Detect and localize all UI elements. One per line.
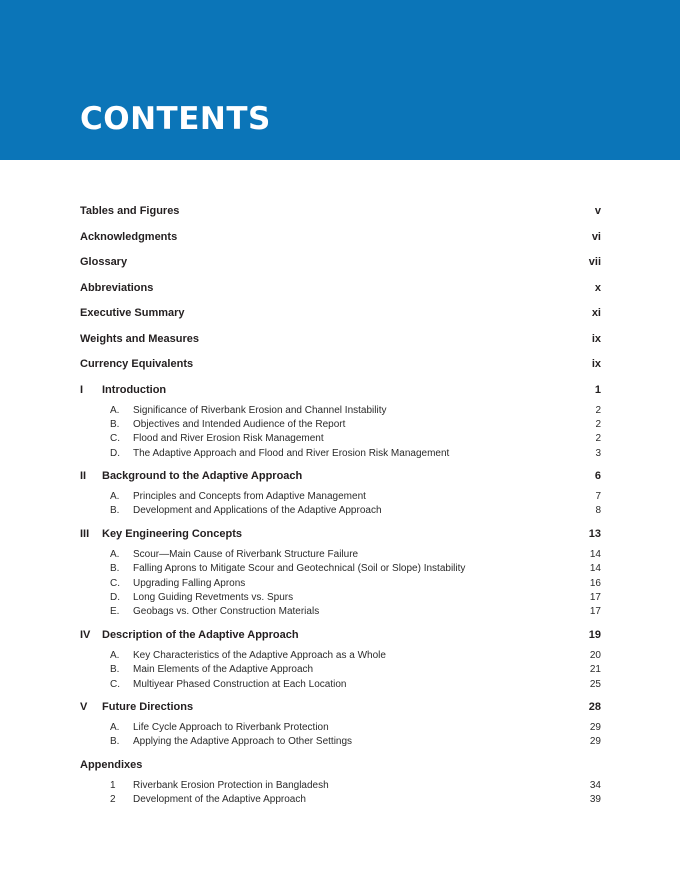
section-page: 2	[595, 433, 601, 445]
section-page: 3	[595, 447, 601, 459]
toc-entry-label: Currency Equivalents	[80, 358, 194, 370]
appendix-title: Development of the Adaptive Approach	[133, 794, 306, 806]
chapter-sections	[80, 650, 601, 693]
section-title: Applying the Adaptive Approach to Other Settings	[133, 736, 353, 748]
section-title: Scour—Main Cause of Riverbank Structure Failure	[133, 548, 359, 560]
section-page: 21	[589, 664, 601, 676]
toc-section[interactable]	[80, 664, 601, 678]
toc-entry-glossary[interactable]	[80, 256, 601, 282]
chapter-title: Key Engineering Concepts	[102, 527, 242, 540]
chapter-number: II	[80, 470, 87, 483]
section-letter: C.	[110, 678, 120, 690]
section-letter: B.	[110, 664, 120, 676]
toc-appendixes[interactable]	[80, 759, 601, 780]
toc-chapter-background[interactable]	[80, 470, 601, 491]
toc-entry-page: vii	[588, 256, 601, 268]
toc-section[interactable]	[80, 491, 601, 505]
section-page: 16	[589, 577, 601, 589]
toc-entry-page: ix	[591, 358, 601, 370]
section-title: The Adaptive Approach and Flood and River Erosion Risk Management	[133, 447, 450, 459]
section-page: 29	[589, 721, 601, 733]
section-letter: A.	[110, 548, 120, 560]
section-page: 14	[589, 548, 601, 560]
chapter-sections	[80, 405, 601, 463]
toc-section[interactable]	[80, 448, 601, 462]
section-title: Development and Applications of the Adaptive Approach	[133, 505, 382, 517]
section-title: Significance of Riverbank Erosion and Channel Instability	[133, 404, 387, 416]
section-page: 29	[589, 736, 601, 748]
section-letter: A.	[110, 649, 120, 661]
section-page: 2	[595, 404, 601, 416]
toc-chapter-future-directions[interactable]	[80, 701, 601, 722]
toc-entry-abbreviations[interactable]	[80, 282, 601, 308]
section-page: 8	[595, 505, 601, 517]
toc-entry-label: Abbreviations	[80, 281, 154, 294]
section-letter: B.	[110, 418, 120, 430]
appendix-number: 1	[110, 779, 116, 791]
section-title: Multiyear Phased Construction at Each Location	[133, 678, 347, 690]
header-band	[0, 0, 680, 160]
toc-section[interactable]	[80, 736, 601, 750]
toc-entry-currency-equivalents[interactable]	[80, 358, 601, 384]
toc-chapter-introduction[interactable]	[80, 384, 601, 405]
section-letter: C.	[110, 577, 120, 589]
toc-section[interactable]	[80, 606, 601, 620]
toc-entry-label: Executive Summary	[80, 307, 185, 319]
toc-entry-page: vi	[591, 230, 601, 243]
section-title: Life Cycle Approach to Riverbank Protection	[133, 721, 329, 733]
section-title: Geobags vs. Other Construction Materials	[133, 606, 320, 618]
section-letter: B.	[110, 736, 120, 748]
appendixes-title: Appendixes	[80, 758, 143, 771]
toc-appendix-item[interactable]	[80, 794, 601, 808]
toc-appendix-item[interactable]	[80, 780, 601, 794]
toc-section[interactable]	[80, 722, 601, 736]
section-letter: A.	[110, 491, 120, 503]
appendix-title: Riverbank Erosion Protection in Bangladesh	[133, 779, 329, 791]
toc-entry-page: ix	[591, 332, 601, 345]
section-letter: C.	[110, 433, 120, 445]
section-letter: E.	[110, 606, 120, 618]
toc-section[interactable]	[80, 433, 601, 447]
section-letter: D.	[110, 592, 120, 604]
toc-entry-executive-summary[interactable]	[80, 307, 601, 333]
toc-entry-page: v	[594, 205, 601, 217]
toc-section[interactable]	[80, 592, 601, 606]
chapter-sections	[80, 491, 601, 520]
toc-entry-label: Weights and Measures	[80, 332, 199, 345]
section-title: Key Characteristics of the Adaptive Approach as a Whole	[133, 649, 386, 661]
chapter-page: 1	[594, 383, 601, 396]
table-of-contents	[80, 205, 601, 817]
section-title: Main Elements of the Adaptive Approach	[133, 664, 314, 676]
chapter-number: III	[80, 527, 90, 540]
chapter-title: Description of the Adaptive Approach	[102, 628, 299, 641]
section-letter: A.	[110, 404, 120, 416]
chapter-page: 6	[594, 470, 601, 483]
toc-entry-page: xi	[591, 307, 601, 319]
chapter-title: Introduction	[102, 383, 167, 396]
section-title: Principles and Concepts from Adaptive Management	[133, 491, 366, 503]
section-title: Objectives and Intended Audience of the Report	[133, 418, 346, 430]
toc-section[interactable]	[80, 578, 601, 592]
toc-section[interactable]	[80, 505, 601, 519]
section-title: Upgrading Falling Aprons	[133, 577, 246, 589]
chapter-title: Background to the Adaptive Approach	[102, 470, 303, 483]
toc-entry-label: Acknowledgments	[80, 230, 178, 243]
appendix-page: 34	[589, 779, 601, 791]
section-title: Falling Aprons to Mitigate Scour and Geotechnical (Soil or Slope) Instability	[133, 563, 466, 575]
toc-entry-page: x	[594, 281, 601, 294]
section-page: 25	[589, 678, 601, 690]
chapter-number: V	[80, 700, 88, 713]
chapter-sections	[80, 549, 601, 621]
page-title: CONTENTS	[80, 101, 271, 137]
section-page: 20	[589, 649, 601, 661]
toc-section[interactable]	[80, 650, 601, 664]
section-title: Long Guiding Revetments vs. Spurs	[133, 592, 294, 604]
section-page: 14	[589, 563, 601, 575]
toc-section[interactable]	[80, 419, 601, 433]
section-title: Flood and River Erosion Risk Management	[133, 433, 324, 445]
section-page: 7	[595, 491, 601, 503]
chapter-sections	[80, 722, 601, 751]
appendix-items	[80, 780, 601, 809]
chapter-page: 19	[588, 628, 601, 641]
toc-section[interactable]	[80, 405, 601, 419]
toc-entry-label: Tables and Figures	[80, 205, 180, 217]
section-page: 2	[595, 418, 601, 430]
appendix-number: 2	[110, 794, 116, 806]
chapter-title: Future Directions	[102, 700, 194, 713]
toc-chapter-description[interactable]	[80, 629, 601, 650]
toc-section[interactable]	[80, 563, 601, 577]
toc-chapter-key-engineering-concepts[interactable]	[80, 528, 601, 549]
toc-section[interactable]	[80, 549, 601, 563]
chapter-page: 13	[588, 527, 601, 540]
toc-section[interactable]	[80, 679, 601, 693]
section-letter: A.	[110, 721, 120, 733]
toc-entry-label: Glossary	[80, 256, 128, 268]
chapter-page: 28	[588, 700, 601, 713]
chapter-number: IV	[80, 628, 91, 641]
toc-entry-acknowledgments[interactable]	[80, 231, 601, 257]
section-letter: D.	[110, 447, 120, 459]
toc-entry-tables-and-figures[interactable]	[80, 205, 601, 231]
chapter-number: I	[80, 383, 84, 396]
toc-entry-weights-and-measures[interactable]	[80, 333, 601, 359]
section-letter: B.	[110, 505, 120, 517]
appendix-page: 39	[589, 794, 601, 806]
section-page: 17	[589, 592, 601, 604]
section-letter: B.	[110, 563, 120, 575]
section-page: 17	[589, 606, 601, 618]
